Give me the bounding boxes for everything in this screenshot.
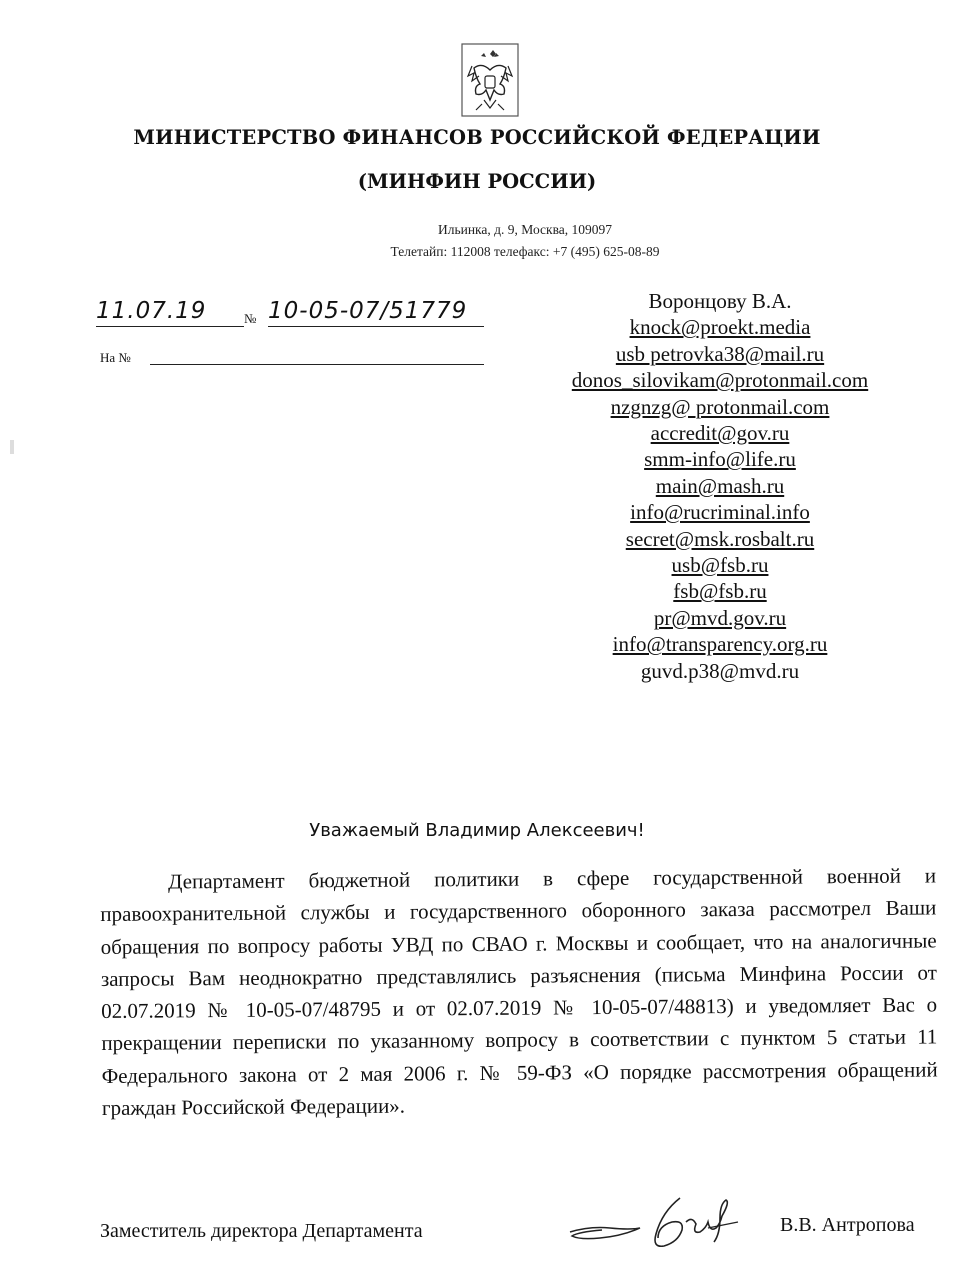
recipient-email: info@rucriminal.info [630,500,810,525]
letter-body: Департамент бюджетной политики в сфере государственной военной и правоохранительной службы и государственного оборонного заказа рассмотрел Ваши обращения по вопросу работы УВД по СВАО г. Москвы и сообщает, что на аналогичные запросы Вам неоднократно представлялись разъяснения (письма Минфина России от 02.07.2019 № 10-05-07/48795 и от 02.07.2019 № 10-05-07/48813) и уведомляет Вас о прекращении переписки по указанному вопросу в соответствии с пунктом 5 статьи 11 Федерального закона от 2 мая 2006 г. № 59-ФЗ «О порядке рассмотрения обращений граждан Российской Федерации». [100,863,938,1121]
recipients-list [520,288,920,684]
recipient-email: secret@msk.rosbalt.ru [625,526,815,551]
recipient-email: pr@mvd.gov.ru [653,605,787,630]
recipient-name: Воронцову В.А. [648,289,792,313]
number-underline [268,326,484,327]
recipient-email: usb petrovka38@mail.ru [615,341,825,366]
signer-title: Заместитель директора Департамента [100,1220,423,1242]
recipient-email: smm-info@life.ru [644,447,796,472]
recipient-email: knock@proekt.media [629,315,811,340]
ministry-short-name: (МИНФИН РОССИИ) [357,170,597,193]
scan-artifact [10,440,14,454]
ministry-address: Ильинка, д. 9, Москва, 109097 [437,222,613,237]
recipient-email: guvd.p38@mvd.ru [640,658,800,683]
recipient-email: fsb@fsb.ru [673,579,767,604]
number-sign-label: № [244,311,257,326]
ministry-name: МИНИСТЕРСТВО ФИНАНСОВ РОССИЙСКОЙ ФЕДЕРАЦИИ [133,126,821,149]
recipient-email: main@mash.ru [655,473,785,498]
recipient-email: donos_silovikam@protonmail.com [571,368,869,393]
coat-of-arms-icon [454,40,526,122]
ministry-contacts: Телетайп: 112008 телефакс: +7 (495) 625-08-89 [390,244,660,259]
reply-to-label: На № [100,350,131,365]
registration-date [96,298,246,328]
date-underline [96,326,244,327]
recipient-email: usb@fsb.ru [671,553,769,578]
reply-to-line [150,364,484,365]
registration-number [268,298,490,328]
handwritten-signature [568,1192,748,1262]
letter-greeting: Уважаемый Владимир Алексеевич! [309,820,645,841]
recipient-email: info@transparency.org.ru [612,632,828,657]
registration-number-value: 10-05-07/51779 [268,298,468,324]
recipient-email: accredit@gov.ru [650,421,790,446]
recipient-email: nzgnzg@ protonmail.com [610,394,830,419]
registration-date-value: 11.07.19 [96,298,207,324]
signer-name: В.В. Антропова [780,1214,915,1236]
